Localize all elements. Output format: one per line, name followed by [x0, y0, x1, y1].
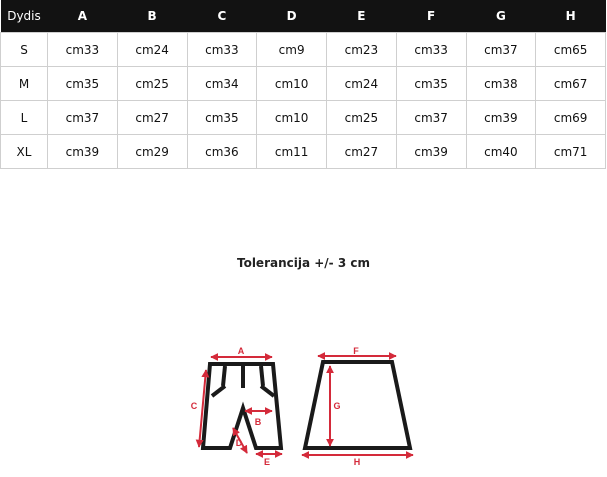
label-b: B — [254, 417, 262, 427]
skirt-outline — [305, 362, 410, 448]
label-g: G — [333, 401, 341, 411]
header-d: D — [257, 0, 327, 33]
table-cell: cm36 — [187, 135, 257, 169]
label-d: D — [235, 438, 243, 448]
table-cell: cm25 — [117, 67, 187, 101]
label-c: C — [190, 401, 198, 411]
table-cell: cm29 — [117, 135, 187, 169]
size-cell: S — [1, 33, 48, 67]
table-cell: cm23 — [327, 33, 397, 67]
header-h: H — [536, 0, 606, 33]
table-cell: cm35 — [187, 101, 257, 135]
header-f: F — [396, 0, 466, 33]
table-cell: cm33 — [187, 33, 257, 67]
header-size: Dydis — [1, 0, 48, 33]
table-cell: cm27 — [117, 101, 187, 135]
table-cell: cm37 — [466, 33, 536, 67]
table-cell: cm35 — [396, 67, 466, 101]
label-f: F — [353, 346, 359, 356]
table-cell: cm10 — [257, 67, 327, 101]
header-g: G — [466, 0, 536, 33]
table-cell: cm33 — [48, 33, 118, 67]
table-cell: cm35 — [48, 67, 118, 101]
size-cell: M — [1, 67, 48, 101]
table-cell: cm11 — [257, 135, 327, 169]
table-cell: cm37 — [48, 101, 118, 135]
table-cell: cm25 — [327, 101, 397, 135]
tolerance-note: Tolerancija +/- 3 cm — [236, 256, 370, 270]
table-cell: cm39 — [396, 135, 466, 169]
table-cell: cm38 — [466, 67, 536, 101]
table-cell: cm34 — [187, 67, 257, 101]
header-b: B — [117, 0, 187, 33]
label-a: A — [237, 346, 245, 356]
table-cell: cm10 — [257, 101, 327, 135]
table-cell: cm39 — [48, 135, 118, 169]
table-cell: cm33 — [396, 33, 466, 67]
label-h: H — [353, 457, 361, 467]
header-c: C — [187, 0, 257, 33]
table-cell: cm37 — [396, 101, 466, 135]
table-cell: cm27 — [327, 135, 397, 169]
size-cell: L — [1, 101, 48, 135]
table-cell: cm67 — [536, 67, 606, 101]
header-a: A — [48, 0, 118, 33]
size-cell: XL — [1, 135, 48, 169]
table-cell: cm69 — [536, 101, 606, 135]
table-cell: cm65 — [536, 33, 606, 67]
table-cell: cm39 — [466, 101, 536, 135]
table-cell: cm24 — [327, 67, 397, 101]
table-cell: cm40 — [466, 135, 536, 169]
table-cell: cm9 — [257, 33, 327, 67]
header-e: E — [327, 0, 397, 33]
table-cell: cm71 — [536, 135, 606, 169]
table-cell: cm24 — [117, 33, 187, 67]
label-e: E — [263, 457, 271, 467]
shorts-outline — [203, 364, 281, 448]
